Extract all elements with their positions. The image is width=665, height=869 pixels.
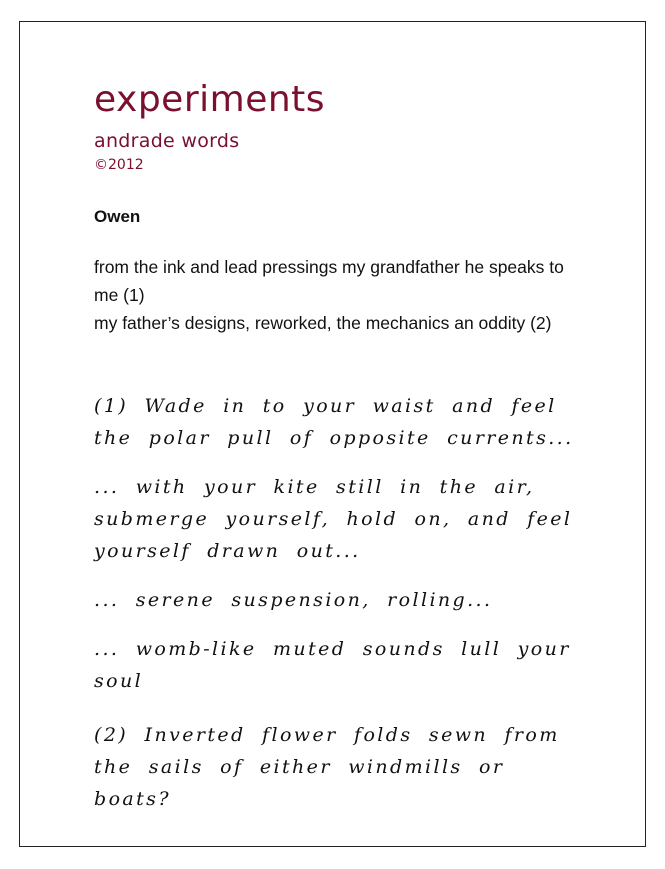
handwritten-note: (1) Wade in to your waist and feel the polar pull of opposite currents... [94, 395, 574, 449]
handwritten-note: ... with your kite still in the air, submerge yourself, hold on, and feel yourself drawn out... [94, 476, 573, 562]
handwritten-note: ... womb-like muted sounds lull your soul [94, 638, 571, 692]
copyright-notice: ©2012 [94, 157, 144, 173]
handwritten-note: ... serene suspension, rolling... [94, 589, 493, 611]
poem-line: from the ink and lead pressings my grandfather he speaks to me (1) [94, 257, 564, 305]
handwritten-note: (2) Inverted flower folds sewn from the sails of either windmills or boats? [94, 724, 560, 810]
poem-line: my father’s designs, reworked, the mechanics an oddity (2) [94, 313, 552, 333]
poem-text [94, 253, 574, 337]
handwritten-notes [94, 390, 594, 832]
author-name: Owen [94, 207, 141, 226]
document-title: experiments [94, 79, 326, 120]
document-page [19, 21, 646, 847]
document-subtitle: andrade words [94, 130, 240, 152]
